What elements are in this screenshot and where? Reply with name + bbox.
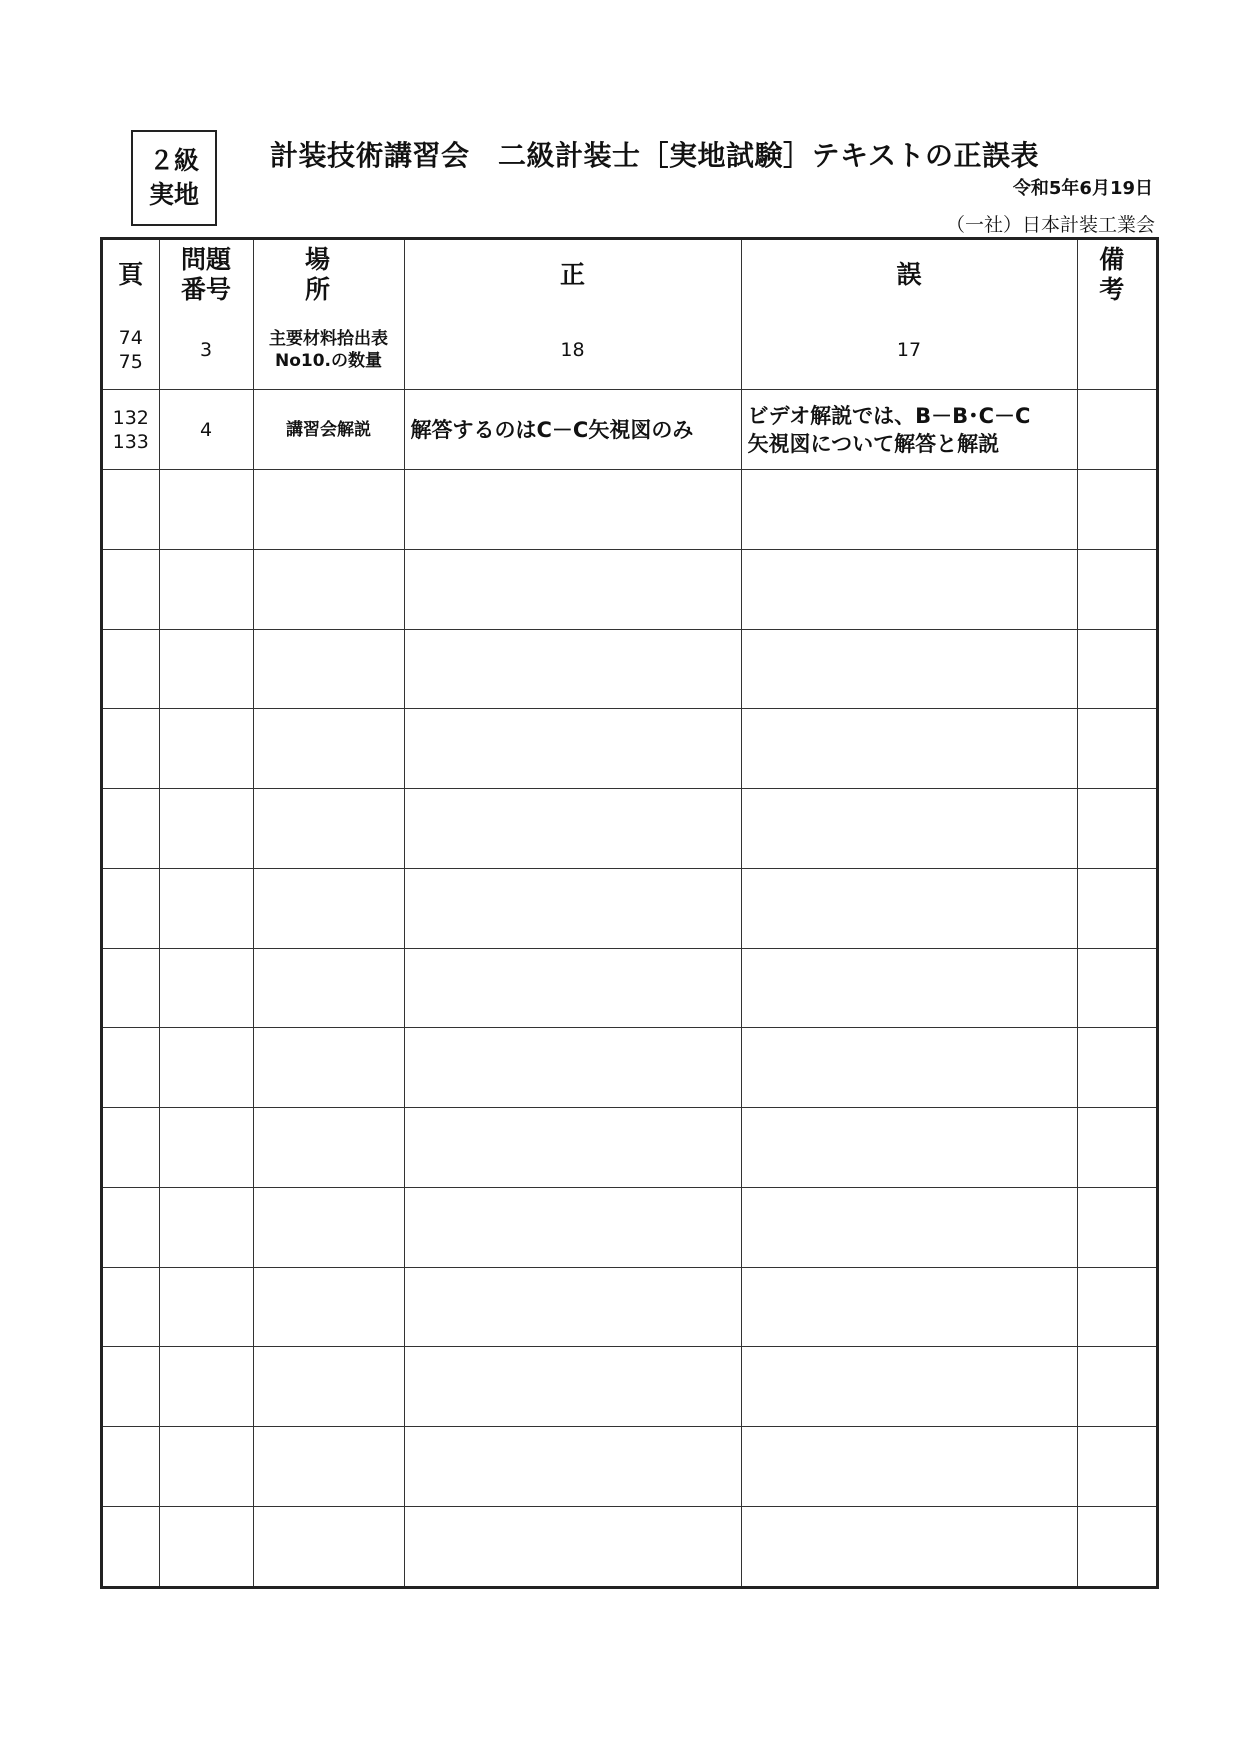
cell-problem: 4 bbox=[159, 390, 253, 470]
empty-row bbox=[103, 1267, 1156, 1347]
cell-correct: 18 bbox=[404, 310, 741, 390]
issue-date: 令和5年6月19日 bbox=[1012, 178, 1153, 199]
header-correct: 正 bbox=[404, 240, 741, 310]
header-row bbox=[103, 240, 1156, 310]
empty-row bbox=[103, 1108, 1156, 1188]
badge-type: 実地 bbox=[148, 180, 199, 209]
header-problem-number: 問題 番号 bbox=[159, 240, 253, 310]
errata-table-frame bbox=[100, 237, 1159, 1589]
cell-correct: 解答するのはC－C矢視図のみ bbox=[404, 390, 741, 470]
empty-row bbox=[103, 868, 1156, 948]
header-page: 頁 bbox=[103, 240, 159, 310]
table-row bbox=[103, 310, 1156, 390]
header-location: 場 所 bbox=[253, 240, 404, 310]
empty-row bbox=[103, 629, 1156, 709]
grade-badge bbox=[131, 130, 217, 226]
empty-row bbox=[103, 1427, 1156, 1507]
empty-row bbox=[103, 1187, 1156, 1267]
cell-page: 74 75 bbox=[103, 310, 159, 390]
empty-row bbox=[103, 1347, 1156, 1427]
cell-problem: 3 bbox=[159, 310, 253, 390]
cell-wrong: ビデオ解説では、B－B･C－C 矢視図について解答と解説 bbox=[741, 390, 1077, 470]
empty-row bbox=[103, 549, 1156, 629]
empty-row bbox=[103, 470, 1156, 550]
errata-table bbox=[103, 240, 1156, 1586]
empty-row bbox=[103, 709, 1156, 789]
cell-wrong: 17 bbox=[741, 310, 1077, 390]
empty-row bbox=[103, 1506, 1156, 1586]
page-title: 計装技術講習会 二級計装士［実地試験］テキストの正誤表 bbox=[270, 139, 1039, 172]
cell-location: 講習会解説 bbox=[253, 390, 404, 470]
empty-row bbox=[103, 1028, 1156, 1108]
empty-row bbox=[103, 789, 1156, 869]
cell-remarks bbox=[1077, 390, 1156, 470]
badge-grade: ２級 bbox=[148, 146, 199, 175]
cell-page: 132 133 bbox=[103, 390, 159, 470]
organization-name: （一社）日本計装工業会 bbox=[945, 214, 1155, 236]
cell-location: 主要材料拾出表 No10.の数量 bbox=[253, 310, 404, 390]
header-wrong: 誤 bbox=[741, 240, 1077, 310]
table-row bbox=[103, 390, 1156, 470]
cell-remarks bbox=[1077, 310, 1156, 390]
header-remarks: 備考 bbox=[1077, 240, 1156, 310]
empty-row bbox=[103, 948, 1156, 1028]
